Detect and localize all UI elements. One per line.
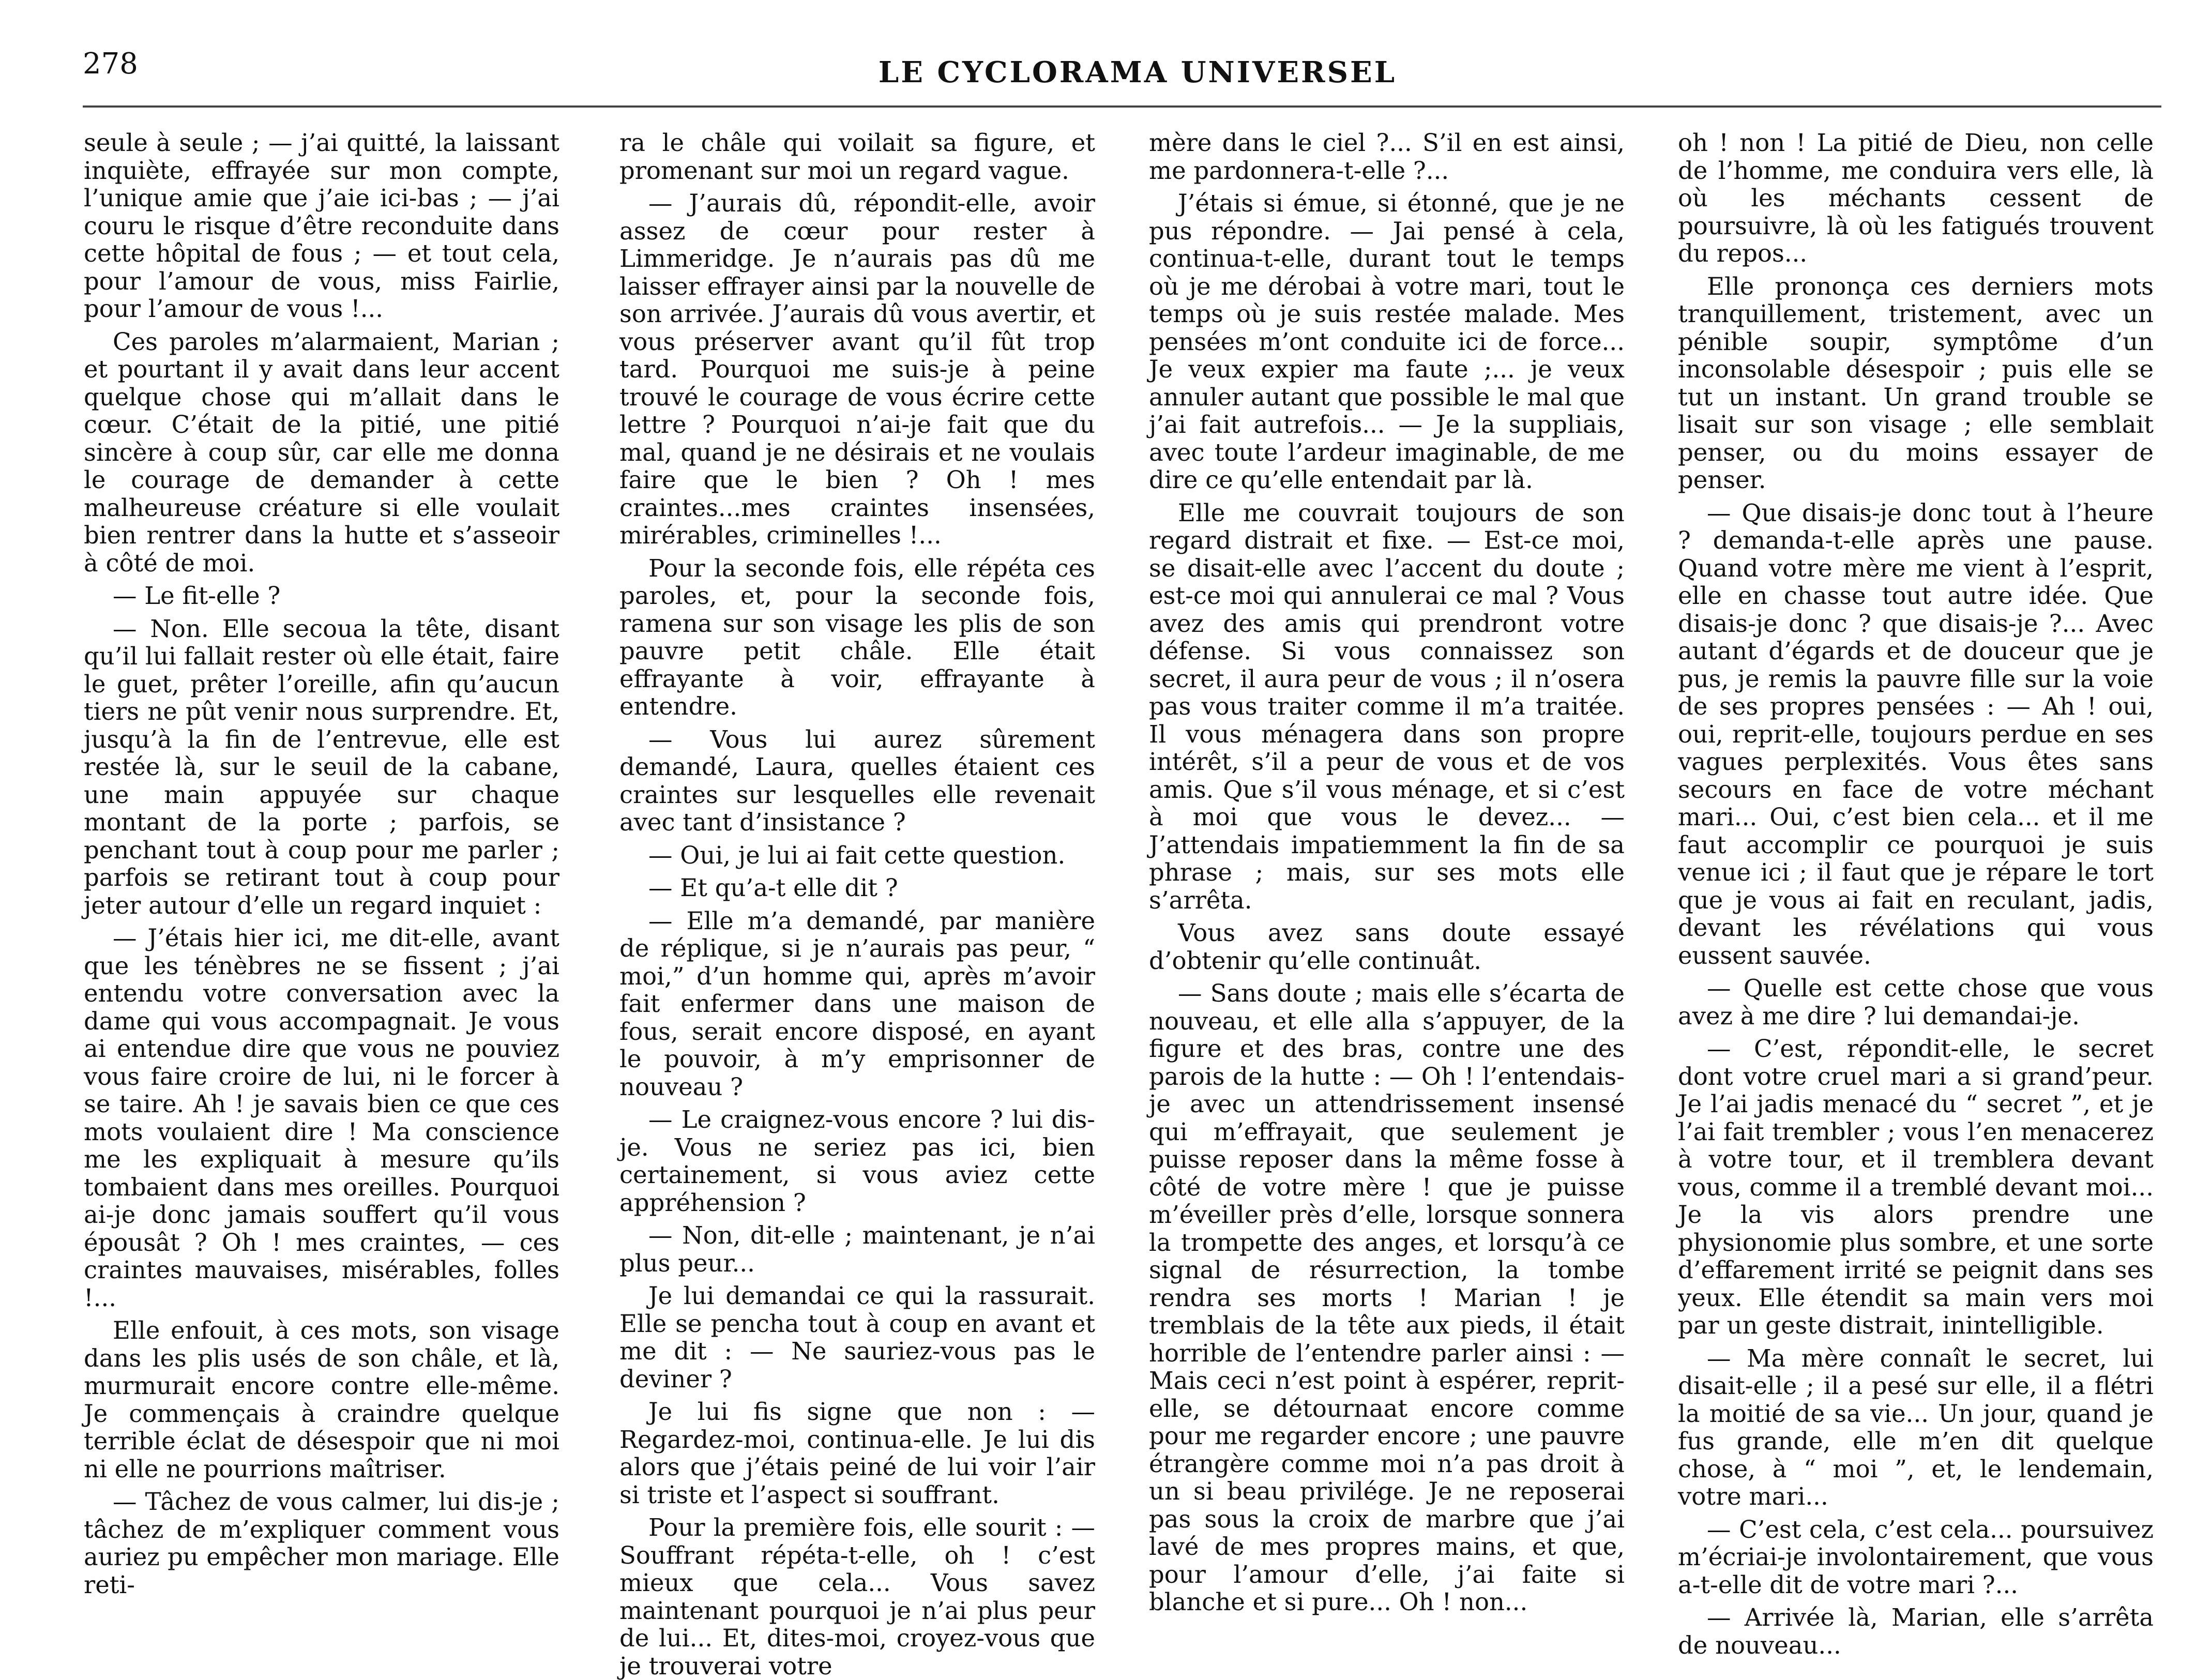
paragraph: ra le châle qui voilait sa figure, et promenant sur moi un regard vague. (619, 129, 1095, 185)
paragraph: — C’est cela, c’est cela... poursuivez m’écriai-je involontairement, que vous a-t-elle dit de votre mari ?... (1678, 1515, 2154, 1599)
paragraph: — Arrivée là, Marian, elle s’arrêta de nouveau... (1678, 1603, 2154, 1659)
paragraph: Elle me couvrait toujours de son regard distrait et fixe. — Est-ce moi, se disait-elle avec l’accent du doute ; est-ce moi qui annulerai ce mal ? Vous avez des amis qui prendront votre défense. Si vous connaissez son secret, il aura peur de vous ; il n’osera pas vous traiter comme il m’a traitée. Il vous ménagera dans son propre intérêt, s’il a peur de vous et de vos amis. Que s’il vous ménage, et si c’est à moi que vous le devez... — J’attendais impatiemment la fin de sa phrase ; mais, sur ses mots elle s’arrêta. (1149, 498, 1625, 914)
text-column-2 (619, 129, 1095, 1680)
paragraph: J’étais si émue, si étonné, que je ne pus répondre. — Jai pensé à cela, continua-t-elle, durant tout le temps où je me dérobai à votre mari, tout le temps où je suis restée malade. Mes pensées m’ont conduite ici de force... Je veux expier ma faute ;... je veux annuler autant que possible le mal que j’ai fait autrefois... — Je la suppliais, avec toute l’ardeur imaginable, de me dire ce qu’elle entendait par là. (1149, 189, 1625, 494)
paragraph: — Vous lui aurez sûrement demandé, Laura, quelles étaient ces craintes sur lesquelles elle revenait avec tant d’insistance ? (619, 725, 1095, 836)
paragraph: — J’aurais dû, répondit-elle, avoir assez de cœur pour rester à Limmeridge. Je n’aurais pas dû me laisser effrayer ainsi par la nouvelle de son arrivée. J’aurais dû vous avertir, et vous préserver avant qu’il fût trop tard. Pourquoi me suis-je à peine trouvé le courage de vous écrire cette lettre ? Pourquoi n’ai-je fait que du mal, quand je ne désirais et ne voulais faire que le bien ? Oh ! mes craintes...mes craintes insensées, mirérables, criminelles !... (619, 189, 1095, 549)
paragraph: — J’étais hier ici, me dit-elle, avant que les ténèbres ne se fissent ; j’ai entendu votre conversation avec la dame qui vous accompagnait. Je vous ai entendue dire que vous ne pouviez vous faire croire de lui, ni le forcer à se taire. Ah ! je savais bien ce que ces mots voulaient dire ! Ma conscience me les expliquait à mesure qu’ils tombaient dans mes oreilles. Pourquoi ai-je donc jamais souffert qu’il vous épousât ? Oh ! mes craintes, — ces craintes mauvaises, misérables, folles !... (84, 924, 559, 1312)
paragraph: Elle prononça ces derniers mots tranquillement, tristement, avec un pénible soupir, symptôme d’un inconsolable désespoir ; puis elle se tut un instant. Un grand trouble se lisait sur son visage ; elle semblait penser, ou du moins essayer de penser. (1678, 272, 2154, 494)
paragraph: Pour la seconde fois, elle répéta ces paroles, et, pour la seconde fois, ramena sur son visage les plis de son pauvre petit châle. Elle était effrayante à voir, effrayante à entendre. (619, 554, 1095, 720)
paragraph: — Non, dit-elle ; maintenant, je n’ai plus peur... (619, 1221, 1095, 1277)
text-column-3 (1149, 129, 1625, 1616)
paragraph: mère dans le ciel ?... S’il en est ainsi, me pardonnera-t-elle ?... (1149, 129, 1625, 185)
paragraph: Elle enfouit, à ces mots, son visage dans les plis usés de son châle, et là, murmurait encore contre elle-même. Je commençais à craindre quelque terrible éclat de désespoir que ni moi ni elle ne pourrions maîtriser. (84, 1316, 559, 1483)
paragraph: — Oui, je lui ai fait cette question. (648, 841, 1066, 869)
paragraph: Vous avez sans doute essayé d’obtenir qu’elle continuât. (1149, 919, 1625, 975)
paragraph: — Tâchez de vous calmer, lui dis-je ; tâchez de m’expliquer comment vous auriez pu empêcher mon mariage. Elle reti- (84, 1488, 559, 1599)
paragraph: — Elle m’a demandé, par manière de réplique, si je n’aurais pas peur, “ moi,” d’un homme qui, après m’avoir fait enfermer dans une maison de fous, serait encore disposé, en ayant le pouvoir, à m’y emprisonner de nouveau ? (619, 906, 1095, 1101)
running-head: LE CYCLORAMA UNIVERSEL (878, 55, 1397, 89)
paragraph: Ces paroles m’alarmaient, Marian ; et pourtant il y avait dans leur accent quelque chose qui m’allait dans le cœur. C’était de la pitié, une pitié sincère à coup sûr, car elle me donna le courage de demander à cette malheureuse créature si elle voulait bien rentrer dans la hutte et s’asseoir à côté de moi. (84, 327, 559, 577)
paragraph: — Que disais-je donc tout à l’heure ? demanda-t-elle après une pause. Quand votre mère me vient à l’esprit, elle en chasse tout autre idée. Que disais-je donc ? que disais-je ?... Avec autant d’égards et de douceur que je pus, je remis la pauvre fille sur la voie de ses propres pensées : — Ah ! oui, oui, reprit-elle, toujours perdue en ses vagues perplexités. Vous êtes sans secours en face de votre méchant mari... Oui, c’est bien cela... et il me faut accomplir ce pourquoi je suis venue ici ; il faut que je répare le tort que je vous ai fait en reculant, jadis, devant les révélations qui vous eussent sauvée. (1678, 498, 2154, 970)
paragraph: — Et qu’a-t elle dit ? (648, 874, 898, 902)
paragraph: oh ! non ! La pitié de Dieu, non celle de l’homme, me conduira vers elle, là où les méchants cessent de poursuivre, là où les fatigués trouvent du repos... (1678, 129, 2154, 267)
text-column-1 (84, 129, 559, 1599)
paragraph: — Le craignez-vous encore ? lui dis-je. Vous ne seriez pas ici, bien certainement, si vous aviez cette appréhension ? (619, 1106, 1095, 1217)
paragraph: Je lui demandai ce qui la rassurait. Elle se pencha tout à coup en avant et me dit : — Ne sauriez-vous pas le deviner ? (619, 1282, 1095, 1393)
paragraph: — Le fit-elle ? (113, 582, 281, 610)
page-number: 278 (83, 47, 138, 81)
paragraph: — Sans doute ; mais elle s’écarta de nouveau, et elle alla s’appuyer, de la figure et des bras, contre une des parois de la hutte : — Oh ! l’entendais-je avec un attendrissement insensé qui m’effrayait, que seulement je puisse reposer dans la même fosse à côté de votre mère ! que je puisse m’éveiller près d’elle, lorsque sonnera la trompette des anges, et lorsqu’à ce signal de résurrection, la tombe rendra ses morts ! Marian ! je tremblais de la tête aux pieds, il était horrible de l’entendre parler ainsi : — Mais ceci n’est point à espérer, reprit-elle, se détournaat encore comme pour me regarder encore ; une pauvre étrangère comme moi n’a pas droit à un si beau privilége. Je ne reposerai pas sous la croix de marbre que j’ai lavé de mes propres mains, et que, pour l’amour d’elle, j’ai faite si blanche et si pure... Oh ! non... (1149, 979, 1625, 1616)
paragraph: — Non. Elle secoua la tête, disant qu’il lui fallait rester où elle était, faire le guet, prêter l’oreille, afin qu’aucun tiers ne pût venir nous surprendre. Et, jusqu’à la fin de l’entrevue, elle est restée là, sur le seuil de la cabane, une main appuyée sur chaque montant de la porte ; parfois, se penchant tout à coup pour me parler ; parfois se retirant tout à coup pour jeter autour d’elle un regard inquiet : (84, 614, 559, 919)
paragraph: — C’est, répondit-elle, le secret dont votre cruel mari a si grand’peur. Je l’ai jadis menacé du “ secret ”, et je l’ai fait trembler ; vous l’en menacerez à votre tour, et il tremblera devant vous, comme il a tremblé devant moi... Je la vis alors prendre une physionomie plus sombre, et une sorte d’effarement irrité se peignit dans ses yeux. Elle étendit sa main vers moi par un geste distrait, inintelligible. (1678, 1035, 2154, 1339)
text-column-4 (1678, 129, 2154, 1659)
paragraph: — Ma mère connaît le secret, lui disait-elle ; il a pesé sur elle, il a flétri la moitié de sa vie... Un jour, quand je fus grande, elle m’en dit quelque chose, à “ moi ”, et, le lendemain, votre mari... (1678, 1344, 2154, 1510)
paragraph: Pour la première fois, elle sourit : — Souffrant répéta-t-elle, oh ! c’est mieux que cela... Vous savez maintenant pourquoi je n’ai plus peur de lui... Et, dites-moi, croyez-vous que je trouverai votre (619, 1513, 1095, 1680)
paragraph: — Quelle est cette chose que vous avez à me dire ? lui demandai-je. (1678, 974, 2154, 1030)
paragraph: seule à seule ; — j’ai quitté, la laissant inquiète, effrayée sur mon compte, l’unique amie que j’aie ici-bas ; — j’ai couru le risque d’être reconduite dans cette hôpital de fous ; — et tout cela, pour l’amour de vous, miss Fairlie, pour l’amour de vous !... (84, 129, 559, 323)
header-rule (83, 105, 2161, 108)
paragraph: Je lui fis signe que non : — Regardez-moi, continua-elle. Je lui dis alors que j’étais peiné de lui voir l’air si triste et l’aspect si souffrant. (619, 1398, 1095, 1509)
